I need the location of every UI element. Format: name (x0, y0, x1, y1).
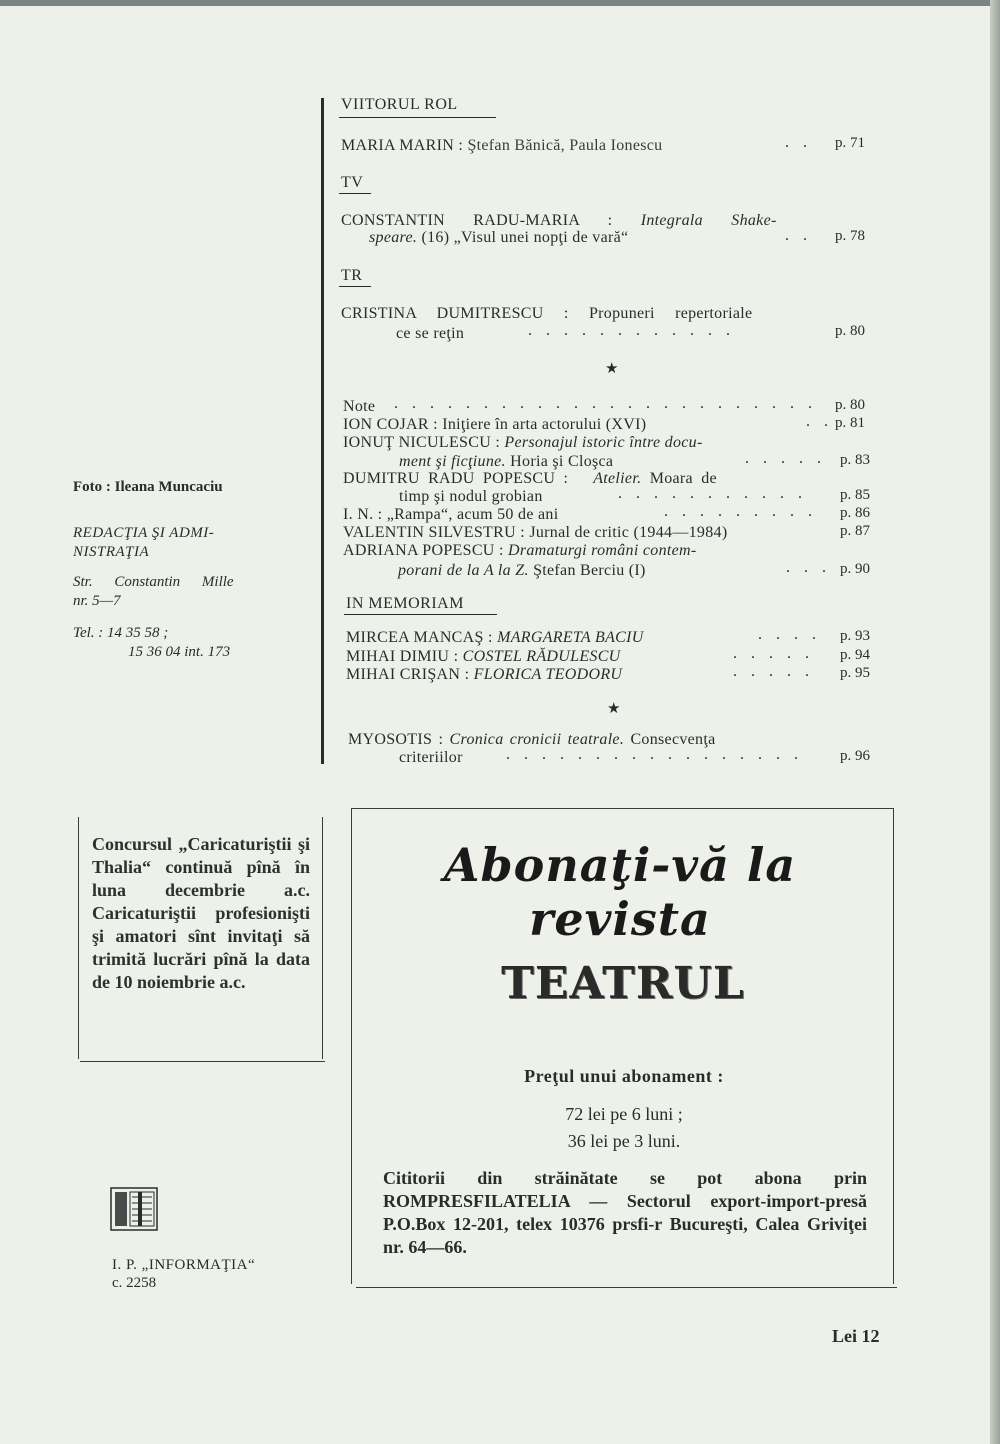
contest-box-rule (80, 1061, 325, 1062)
toc-entry-radu-maria-line1: CONSTANTIN RADU-MARIA : Integrala Shake- (341, 212, 777, 229)
subscription-box-rule (356, 1287, 897, 1288)
printer-code: c. 2258 (112, 1275, 157, 1291)
page-right-edge (990, 0, 1000, 1444)
page-number: p. 85 (840, 487, 870, 503)
toc-entry-radu-maria-line2: speare. (16) „Visul unei nopţi de vară“ (369, 229, 629, 246)
price-label: Preţul unui abonament : (524, 1066, 724, 1086)
leader-dots: . . . . . (733, 663, 814, 680)
contest-announcement: Concursul „Caricaturiştii şi Thalia“ continuă pînă în luna decembrie a.c. Caricaturiştii profesionişti şi amatori sînt invitaţi să trimită lucrări pînă la data de 10 noiembrie a.c. (92, 834, 310, 992)
page-number: p. 95 (840, 665, 870, 681)
leader-dots: . . . . . . . . . . . . (528, 322, 735, 339)
page-number: p. 96 (840, 748, 870, 764)
toc-entry-mancas: MIRCEA MANCAŞ : MARGARETA BACIU (346, 629, 644, 646)
page-number: p. 86 (840, 505, 870, 521)
page-top-edge (0, 0, 1000, 6)
leader-dots: . . . . . (745, 450, 826, 467)
leader-dots: . . . . . (733, 645, 814, 662)
address-line1: Str. Constantin Mille (73, 574, 234, 590)
teatrul-logo: TEATRUL (501, 958, 745, 1009)
page-number: p. 81 (835, 415, 865, 431)
page-number: p. 71 (835, 135, 865, 151)
price-three-months: 36 lei pe 3 luni. (567, 1131, 681, 1151)
toc-entry-dumitrescu-line2: ce se reţin (396, 325, 465, 342)
column-divider (321, 98, 324, 764)
leader-dots: . . . . . . . . . . . (618, 485, 807, 502)
toc-entry-crisan: MIHAI CRIŞAN : FLORICA TEODORU (346, 666, 623, 683)
page-number: p. 83 (840, 452, 870, 468)
subscribe-heading: Abonaţi-vă la revista (443, 838, 797, 946)
leader-dots: . . (806, 413, 833, 430)
printer-name: I. P. „INFORMAŢIA“ (112, 1257, 256, 1273)
address-line2: nr. 5—7 (73, 593, 121, 609)
printer-logo-icon (110, 1187, 158, 1231)
page-number: p. 87 (840, 523, 870, 539)
phone-line1: Tel. : 14 35 58 ; (73, 625, 169, 641)
section-tv: TV (341, 174, 364, 191)
toc-entry-dimiu: MIHAI DIMIU : COSTEL RĂDULESCU (346, 648, 621, 665)
price-six-months: 72 lei pe 6 luni ; (565, 1104, 683, 1124)
toc-entry-adriana-line1: ADRIANA POPESCU : Dramaturgi români contem- (343, 542, 697, 559)
section-underline (339, 286, 371, 287)
section-underline (344, 614, 497, 615)
leader-dots: . . . . . . . . . . . . . . . . . (506, 746, 803, 763)
toc-entry-popescu-line1: DUMITRU RADU POPESCU : Atelier. Moara de (343, 470, 717, 487)
toc-entry-cojar: ION COJAR : Iniţiere în arta actorului (XVI) (343, 416, 647, 433)
page-number: p. 90 (840, 561, 870, 577)
leader-dots: . . . . . . . . . (664, 503, 817, 520)
page-number: p. 94 (840, 647, 870, 663)
redaction-heading-line2: NISTRAŢIA (73, 544, 150, 560)
section-in-memoriam: IN MEMORIAM (346, 595, 464, 612)
leader-dots: . . (785, 134, 812, 151)
leader-dots: . . (785, 227, 812, 244)
leader-dots: . . . . . . . . . . . . . . . . . . . . . . . . (394, 395, 817, 412)
toc-entry-silvestru: VALENTIN SILVESTRU : Jurnal de critic (1944—1984) (343, 524, 728, 541)
toc-entry-rampa: I. N. : „Rampa“, acum 50 de ani (343, 506, 559, 523)
toc-entry-myosotis-line2: criteriilor (399, 749, 463, 766)
section-underline (339, 117, 496, 118)
section-underline (339, 193, 371, 194)
toc-entry-note: Note (343, 398, 376, 415)
leader-dots: . . . . (758, 626, 821, 643)
phone-line2: 15 36 04 int. 173 (128, 644, 231, 660)
page-number: p. 80 (835, 323, 865, 339)
toc-entry-popescu-line2: timp şi nodul grobian (399, 488, 543, 505)
toc-entry-niculescu-line1: IONUŢ NICULESCU : Personajul istoric între docu- (343, 434, 703, 451)
page-number: p. 78 (835, 228, 865, 244)
page-number: p. 93 (840, 628, 870, 644)
toc-entry-marin: MARIA MARIN : Ştefan Bănică, Paula Ionescu (341, 137, 663, 154)
toc-entry-dumitrescu-line1: CRISTINA DUMITRESCU : Propuneri repertoriale (341, 305, 753, 322)
photo-credit: Foto : Ileana Muncaciu (73, 479, 223, 495)
toc-entry-niculescu-line2: ment şi ficţiune. Horia şi Cloşca (399, 453, 614, 470)
toc-entry-adriana-line2: porani de la A la Z. Ştefan Berciu (I) (398, 562, 646, 579)
section-tr: TR (341, 267, 363, 284)
leader-dots: . . . (786, 559, 831, 576)
star-separator: ★ (607, 701, 621, 717)
star-separator: ★ (605, 361, 619, 377)
section-viitorul-rol: VIITORUL ROL (341, 96, 458, 113)
page-number: p. 80 (835, 397, 865, 413)
issue-price: Lei 12 (832, 1326, 880, 1346)
toc-entry-myosotis-line1: MYOSOTIS : Cronica cronicii teatrale. Consecvenţa (348, 731, 716, 748)
foreign-subscription-info: Cititorii din străinătate se pot abona prin ROMPRESFILATELIA — Sectorul export-import-presă P.O.Box 12-201, telex 10376 prsfi-r Bucureşti, Calea Griviţei nr. 64—66. (383, 1168, 867, 1257)
redaction-heading-line1: REDACŢIA ŞI ADMI- (73, 525, 215, 541)
